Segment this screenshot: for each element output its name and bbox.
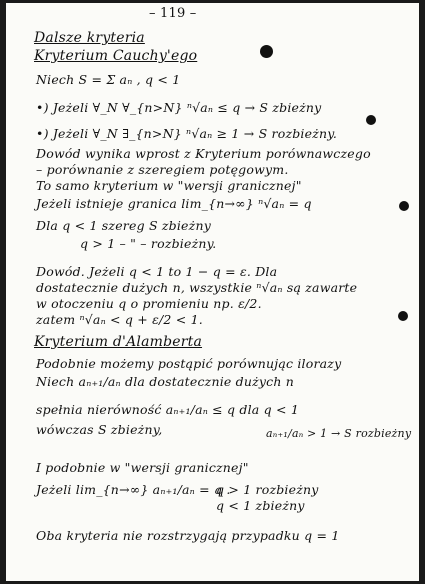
text-line: Dowód. Jeżeli q < 1 to 1 − q = ε. Dla bbox=[36, 264, 278, 279]
text-line: q > 1 rozbieżny bbox=[216, 482, 319, 497]
text-line: – porównanie z szeregiem potęgowym. bbox=[36, 162, 289, 177]
text-line: To samo kryterium w "wersji granicznej" bbox=[36, 178, 302, 193]
section-title: Dalsze kryteria bbox=[34, 30, 145, 46]
text-line: spełnia nierówność aₙ₊₁/aₙ ≤ q dla q < 1 bbox=[36, 402, 300, 417]
text-line: q > 1 – " – rozbieżny. bbox=[80, 236, 217, 251]
text-line: Podobnie możemy postąpić porównując ilorazy bbox=[36, 356, 342, 371]
text-line: Jeżeli lim_{n→∞} aₙ₊₁/aₙ = q . bbox=[36, 482, 231, 497]
text-line: •) Jeżeli ∀_N ∃_{n>N} ⁿ√aₙ ≥ 1 → S rozbieżny. bbox=[36, 126, 338, 141]
bullet-dot bbox=[260, 45, 273, 58]
heading-cauchy: Kryterium Cauchy'ego bbox=[34, 48, 198, 64]
text-line: zatem ⁿ√aₙ < q + ε/2 < 1. bbox=[36, 312, 203, 327]
text-line: I podobnie w "wersji granicznej" bbox=[36, 460, 249, 475]
text-line: wówczas S zbieżny, bbox=[36, 422, 163, 437]
text-line: Oba kryteria nie rozstrzygają przypadku q = 1 bbox=[36, 528, 340, 543]
text-line: dostatecznie dużych n, wszystkie ⁿ√aₙ są zawarte bbox=[36, 280, 358, 295]
heading-dalembert: Kryterium d'Alamberta bbox=[34, 334, 203, 350]
bullet-dot bbox=[366, 115, 376, 125]
bullet-dot bbox=[398, 311, 408, 321]
text-line: w otoczeniu q o promieniu np. ε/2. bbox=[36, 296, 262, 311]
text-line: aₙ₊₁/aₙ > 1 → S rozbieżny bbox=[266, 427, 412, 440]
text-line: Niech aₙ₊₁/aₙ dla dostatecznie dużych n bbox=[36, 374, 295, 389]
text-line: Jeżeli istnieje granica lim_{n→∞} ⁿ√aₙ = q bbox=[36, 196, 312, 211]
text-line: •) Jeżeli ∀_N ∀_{n>N} ⁿ√aₙ ≤ q → S zbieżny bbox=[36, 100, 322, 115]
text-line: Dowód wynika wprost z Kryterium porównawczego bbox=[36, 146, 371, 161]
page-number: – 119 – bbox=[149, 6, 197, 21]
bullet-dot bbox=[399, 201, 409, 211]
text-line: Niech S = Σ aₙ , q < 1 bbox=[36, 72, 181, 87]
text-line: q < 1 zbieżny bbox=[216, 498, 305, 513]
text-line: Dla q < 1 szereg S zbieżny bbox=[36, 218, 211, 233]
